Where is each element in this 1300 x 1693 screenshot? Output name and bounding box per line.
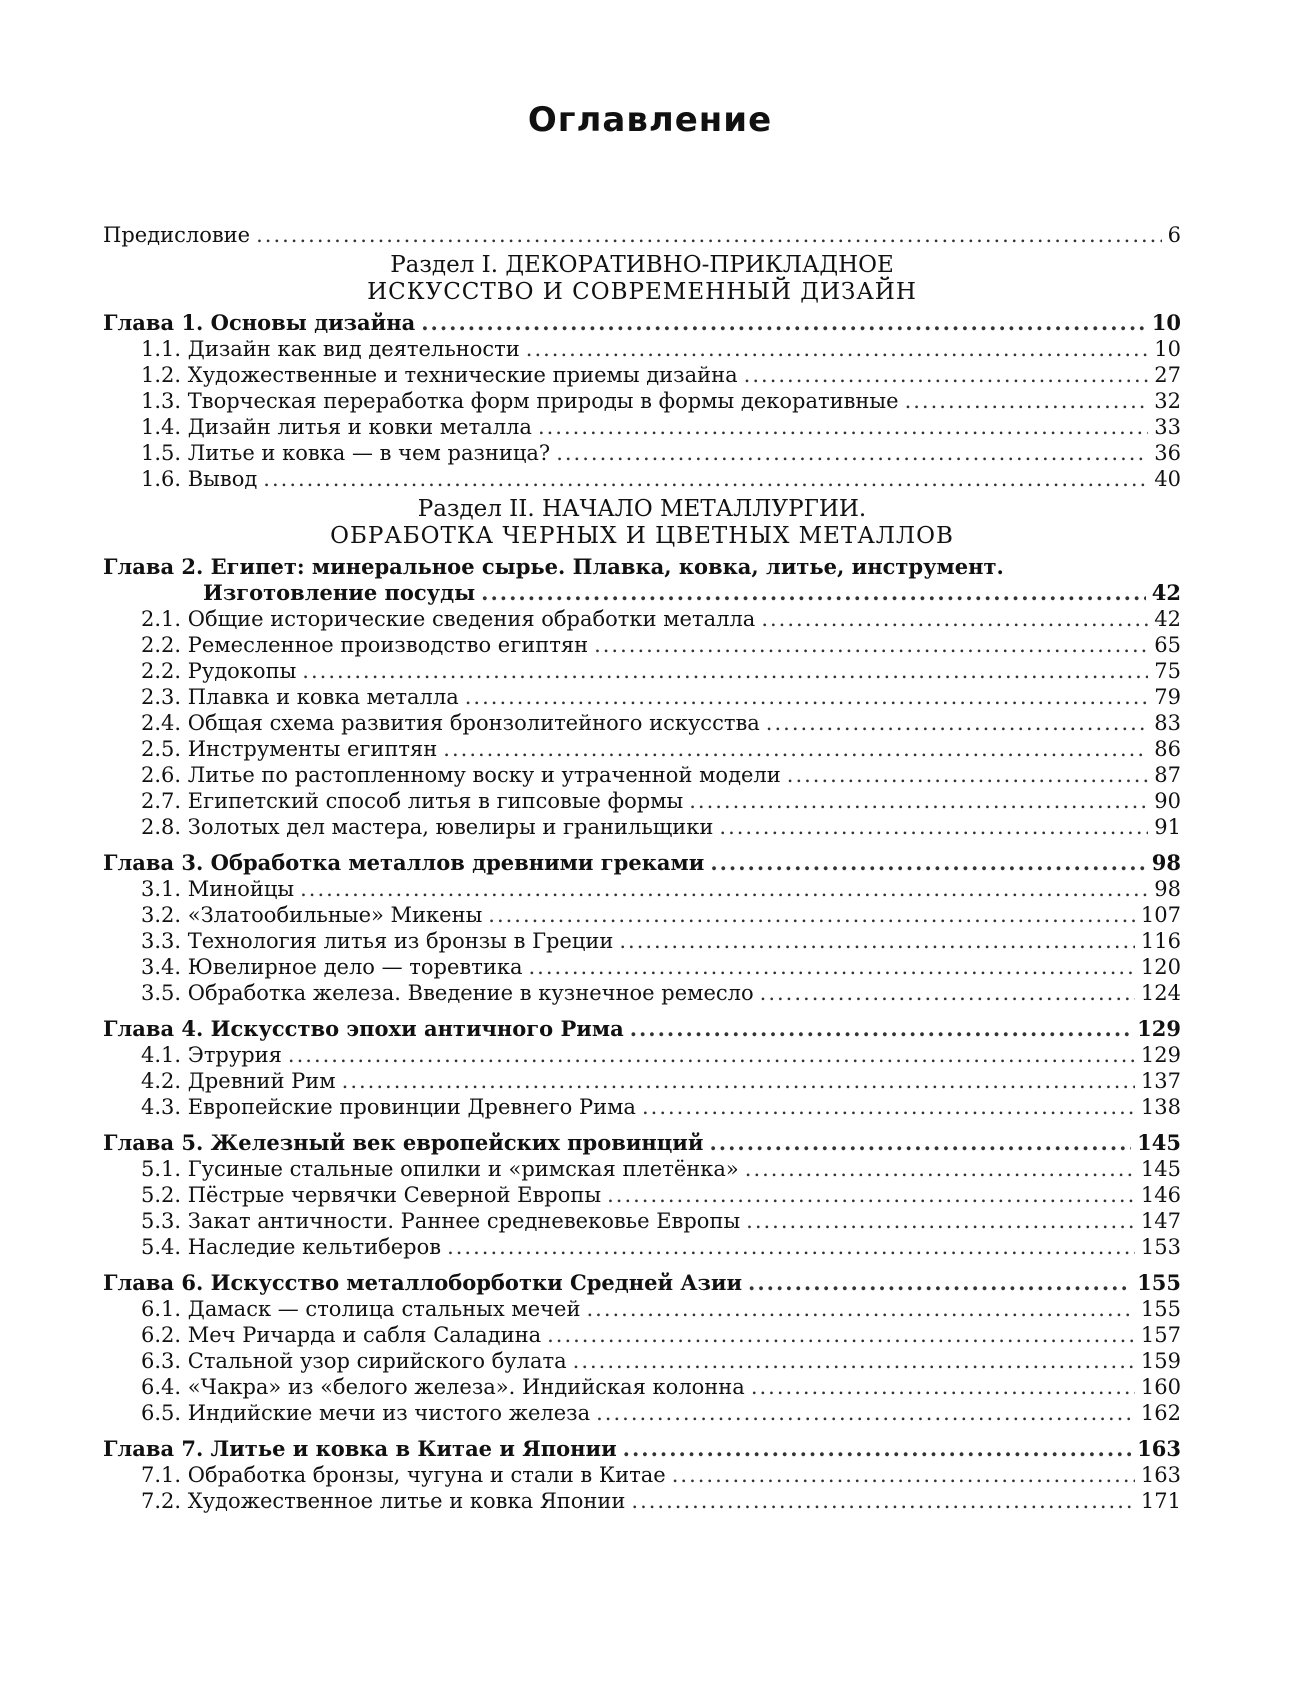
toc-entry-page: 32	[1154, 389, 1181, 413]
chapter-heading	[103, 554, 1181, 606]
dot-leader	[302, 658, 1148, 684]
toc-entry-page: 10	[1151, 310, 1181, 335]
toc-entry-page: 145	[1140, 1157, 1181, 1181]
toc-entry-label: 3.5. Обработка железа. Введение в кузнечное ремесло	[141, 981, 754, 1005]
toc-entry-label: Глава 4. Искусство эпохи античного Рима	[103, 1016, 624, 1041]
dot-leader	[689, 788, 1148, 814]
toc-entry-section	[103, 954, 1181, 980]
part-heading-line: Раздел II. НАЧАЛО МЕТАЛЛУРГИИ.	[417, 496, 867, 522]
toc-entry-label: Глава 7. Литье и ковка в Китае и Японии	[103, 1436, 617, 1461]
toc-entry-chapter	[103, 1436, 1181, 1462]
toc-entry-section	[103, 1488, 1181, 1514]
toc-entry-section	[103, 1156, 1181, 1182]
toc-entry-section	[103, 1068, 1181, 1094]
toc-entry-label: 1.1. Дизайн как вид деятельности	[141, 337, 520, 361]
toc-entry-section	[103, 1322, 1181, 1348]
toc-entry-section	[103, 632, 1181, 658]
toc-entry-chapter	[103, 310, 1181, 336]
dot-leader	[526, 336, 1148, 362]
toc-entry-label: 3.4. Ювелирное дело — торевтика	[141, 955, 523, 979]
chapter-gap	[103, 1260, 1181, 1270]
toc-entry-section	[103, 684, 1181, 710]
dot-leader	[538, 414, 1148, 440]
toc-entry-label: 5.2. Пёстрые червячки Северной Европы	[141, 1183, 602, 1207]
toc-entry-label: Изготовление посуды	[203, 580, 476, 605]
toc-entry-label: 1.3. Творческая переработка форм природы в формы декоративные	[141, 389, 899, 413]
dot-leader	[421, 310, 1146, 336]
toc-entry-section	[103, 1182, 1181, 1208]
toc-entry-section	[103, 414, 1181, 440]
toc-entry-preface	[103, 222, 1181, 248]
toc-entry-page: 155	[1137, 1270, 1181, 1295]
chapter-gap	[103, 1120, 1181, 1130]
toc-entry-section	[103, 814, 1181, 840]
toc-entry-page: 40	[1154, 467, 1181, 491]
toc-entry-label: 3.2. «Златообильные» Микены	[141, 903, 483, 927]
dot-leader	[761, 606, 1148, 632]
dot-leader	[288, 1042, 1135, 1068]
toc-entry-section	[103, 980, 1181, 1006]
toc-entry-page: 98	[1154, 877, 1181, 901]
parts-list	[103, 252, 1181, 1514]
dot-leader	[573, 1348, 1135, 1374]
toc-entry-section	[103, 1462, 1181, 1488]
dot-leader	[447, 1234, 1135, 1260]
dot-leader	[760, 980, 1135, 1006]
toc-entry-section	[103, 1208, 1181, 1234]
toc-entry-page: 155	[1140, 1297, 1181, 1321]
dot-leader	[547, 1322, 1135, 1348]
dot-leader	[443, 736, 1148, 762]
toc-entry-page: 129	[1140, 1043, 1181, 1067]
toc-entry-page: 36	[1154, 441, 1181, 465]
toc-entry-section	[103, 902, 1181, 928]
toc-entry-label: Предисловие	[103, 223, 251, 247]
toc-entry-label: 6.3. Стальной узор сирийского булата	[141, 1349, 567, 1373]
chapter-gap	[103, 840, 1181, 850]
toc-entry-page: 75	[1154, 659, 1181, 683]
toc-entry-label: 3.3. Технология литья из бронзы в Греции	[141, 929, 614, 953]
dot-leader	[300, 876, 1148, 902]
toc-entry-page: 124	[1140, 981, 1181, 1005]
toc-entry-page: 157	[1140, 1323, 1181, 1347]
toc-entry-chapter	[103, 580, 1181, 606]
toc-entry-chapter	[103, 1130, 1181, 1156]
toc-entry-label: 2.2. Ремесленное производство египтян	[141, 633, 589, 657]
toc-entry-chapter	[103, 1016, 1181, 1042]
toc-entry-section	[103, 1234, 1181, 1260]
toc-entry-section	[103, 336, 1181, 362]
toc-entry-section	[103, 606, 1181, 632]
toc-entry-label: 7.2. Художественное литье и ковка Японии	[141, 1489, 626, 1513]
toc-entry-section	[103, 1374, 1181, 1400]
dot-leader	[263, 466, 1148, 492]
toc-entry-label: 1.2. Художественные и технические приемы дизайна	[141, 363, 738, 387]
dot-leader	[488, 902, 1135, 928]
toc-entry-label: Глава 5. Железный век европейских провинций	[103, 1130, 704, 1155]
toc-entry-page: 120	[1140, 955, 1181, 979]
part-heading-line: ОБРАБОТКА ЧЕРНЫХ И ЦВЕТНЫХ МЕТАЛЛОВ	[330, 523, 954, 549]
dot-leader	[710, 850, 1145, 876]
dot-leader	[619, 928, 1135, 954]
dot-leader	[465, 684, 1149, 710]
toc-entry-label: 5.3. Закат античности. Раннее средневековье Европы	[141, 1209, 741, 1233]
toc-entry-label: 6.5. Индийские мечи из чистого железа	[141, 1401, 591, 1425]
toc-entry-label: 1.6. Вывод	[141, 467, 258, 491]
toc-entry-page: 10	[1154, 337, 1181, 361]
toc-entry-page: 138	[1140, 1095, 1181, 1119]
toc-entry-section	[103, 1042, 1181, 1068]
page-title: Оглавление	[527, 100, 773, 140]
part-heading	[103, 252, 1181, 306]
toc-entry-page: 163	[1140, 1463, 1181, 1487]
chapter-gap	[103, 1006, 1181, 1016]
toc-entry-page: 116	[1140, 929, 1181, 953]
toc-entry-page: 33	[1154, 415, 1181, 439]
toc-entry-page: 147	[1140, 1209, 1181, 1233]
toc-entry-section	[103, 1348, 1181, 1374]
toc-entry-label: 6.4. «Чакра» из «белого железа». Индийская колонна	[141, 1375, 745, 1399]
toc-entry-section	[103, 466, 1181, 492]
toc-entry-label: 4.2. Древний Рим	[141, 1069, 336, 1093]
toc-entry-section	[103, 928, 1181, 954]
dot-leader	[709, 1130, 1131, 1156]
toc-entry-label: 2.3. Плавка и ковка металла	[141, 685, 459, 709]
toc-entry-label: 2.2. Рудокопы	[141, 659, 297, 683]
table-of-contents	[103, 222, 1181, 1514]
toc-entry-page: 86	[1154, 737, 1181, 761]
dot-leader	[630, 1016, 1131, 1042]
toc-entry-page: 91	[1154, 815, 1181, 839]
toc-entry-page: 87	[1154, 763, 1181, 787]
dot-leader	[905, 388, 1149, 414]
toc-entry-section	[103, 1400, 1181, 1426]
toc-entry-page: 83	[1154, 711, 1181, 735]
toc-entry-page: 42	[1154, 607, 1181, 631]
dot-leader	[586, 1296, 1134, 1322]
dot-leader	[745, 1156, 1135, 1182]
toc-entry-page: 163	[1137, 1436, 1181, 1461]
dot-leader	[594, 632, 1148, 658]
toc-entry-section	[103, 658, 1181, 684]
toc-entry-page: 98	[1151, 850, 1181, 875]
dot-leader	[256, 222, 1162, 248]
toc-entry-label: 3.1. Минойцы	[141, 877, 295, 901]
toc-entry-label: 2.6. Литье по растопленному воску и утраченной модели	[141, 763, 781, 787]
toc-entry-label: 4.3. Европейские провинции Древнего Рима	[141, 1095, 636, 1119]
toc-entry-page: 129	[1137, 1016, 1181, 1041]
dot-leader	[787, 762, 1148, 788]
toc-entry-page: 171	[1140, 1489, 1181, 1513]
part-heading-line: Раздел I. ДЕКОРАТИВНО-ПРИКЛАДНОЕ	[390, 252, 894, 278]
toc-entry-section	[103, 876, 1181, 902]
dot-leader	[556, 440, 1148, 466]
toc-entry-section	[103, 1296, 1181, 1322]
toc-entry-label: 5.1. Гусиные стальные опилки и «римская плетёнка»	[141, 1157, 739, 1181]
toc-entry-label: 7.1. Обработка бронзы, чугуна и стали в Китае	[141, 1463, 666, 1487]
toc-entry-label: 2.1. Общие исторические сведения обработки металла	[141, 607, 756, 631]
toc-entry-page: 6	[1167, 223, 1181, 247]
toc-entry-label: Глава 6. Искусство металлоборботки Средней Азии	[103, 1270, 743, 1295]
toc-entry-label: Глава 2. Египет: минеральное сырье. Плавка, ковка, литье, инструмент.	[103, 554, 1004, 579]
part-heading	[103, 496, 1181, 550]
toc-entry-label: 1.5. Литье и ковка — в чем разница?	[141, 441, 551, 465]
toc-entry-chapter	[103, 1270, 1181, 1296]
toc-entry-chapter	[103, 850, 1181, 876]
toc-entry-label: Глава 3. Обработка металлов древними греками	[103, 850, 705, 875]
dot-leader	[642, 1094, 1135, 1120]
dot-leader	[748, 1270, 1131, 1296]
toc-entry-page: 65	[1154, 633, 1181, 657]
toc-entry-label: 6.1. Дамаск — столица стальных мечей	[141, 1297, 581, 1321]
toc-entry-page: 27	[1154, 363, 1181, 387]
toc-entry-page: 162	[1140, 1401, 1181, 1425]
toc-entry-label: 2.5. Инструменты египтян	[141, 737, 438, 761]
part-heading-line: ИСКУССТВО И СОВРЕМЕННЫЙ ДИЗАЙН	[367, 279, 917, 305]
dot-leader	[631, 1488, 1135, 1514]
toc-entry-label: 6.2. Меч Ричарда и сабля Саладина	[141, 1323, 542, 1347]
toc-entry-label: 2.7. Египетский способ литья в гипсовые формы	[141, 789, 684, 813]
toc-entry-page: 42	[1151, 580, 1181, 605]
dot-leader	[342, 1068, 1135, 1094]
dot-leader	[596, 1400, 1135, 1426]
toc-entry-section	[103, 736, 1181, 762]
dot-leader	[744, 362, 1149, 388]
dot-leader	[529, 954, 1135, 980]
dot-leader	[623, 1436, 1132, 1462]
toc-entry-page: 153	[1140, 1235, 1181, 1259]
toc-entry-section	[103, 788, 1181, 814]
dot-leader	[751, 1374, 1135, 1400]
toc-entry-section	[103, 1094, 1181, 1120]
toc-entry-label: 1.4. Дизайн литья и ковки металла	[141, 415, 532, 439]
toc-entry-label: 2.8. Золотых дел мастера, ювелиры и гранильщики	[141, 815, 714, 839]
toc-entry-page: 107	[1140, 903, 1181, 927]
dot-leader	[766, 710, 1148, 736]
toc-entry-section	[103, 388, 1181, 414]
toc-entry-page: 160	[1140, 1375, 1181, 1399]
toc-entry-section	[103, 762, 1181, 788]
toc-entry-label: Глава 1. Основы дизайна	[103, 310, 416, 335]
toc-entry-label: 4.1. Этрурия	[141, 1043, 282, 1067]
toc-entry-page: 90	[1154, 789, 1181, 813]
toc-entry-page: 159	[1140, 1349, 1181, 1373]
toc-entry-section	[103, 362, 1181, 388]
toc-entry-page: 79	[1154, 685, 1181, 709]
toc-entry-section	[103, 710, 1181, 736]
toc-entry-page: 137	[1140, 1069, 1181, 1093]
dot-leader	[746, 1208, 1135, 1234]
toc-entry-section	[103, 440, 1181, 466]
dot-leader	[672, 1462, 1135, 1488]
dot-leader	[719, 814, 1148, 840]
toc-entry-page: 146	[1140, 1183, 1181, 1207]
toc-entry-label: 2.4. Общая схема развития бронзолитейного искусства	[141, 711, 760, 735]
toc-entry-label: 5.4. Наследие кельтиберов	[141, 1235, 442, 1259]
chapter-gap	[103, 1426, 1181, 1436]
dot-leader	[607, 1182, 1135, 1208]
toc-entry-page: 145	[1137, 1130, 1181, 1155]
dot-leader	[481, 580, 1146, 606]
